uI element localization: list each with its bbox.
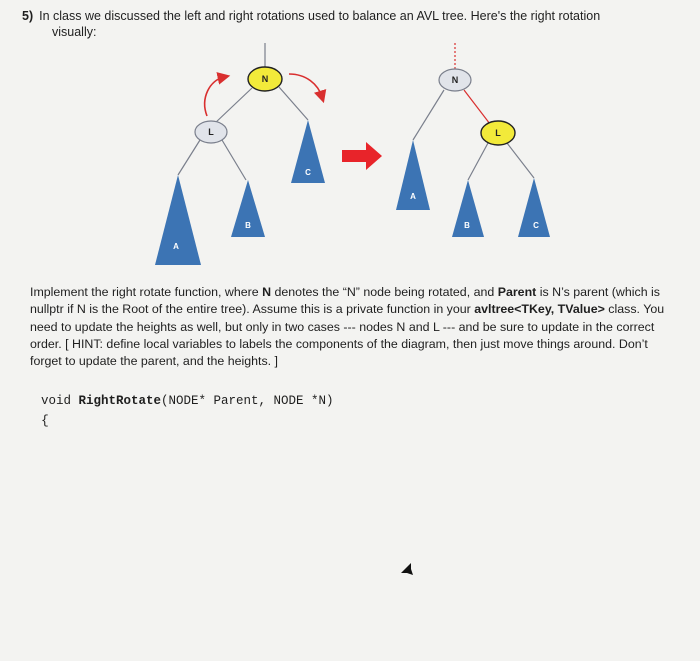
- code-signature: [41, 393, 334, 410]
- before-subtree-a-label: A: [173, 242, 179, 251]
- before-edge-l-b: [222, 140, 246, 180]
- before-edge-n-c: [279, 87, 308, 120]
- para-bold-class: avltree<TKey, TValue>: [474, 302, 605, 317]
- question-line-2: visually:: [52, 25, 97, 39]
- after-subtree-b-label: B: [464, 221, 470, 230]
- instructions-paragraph: [30, 284, 680, 370]
- before-edge-l-a: [178, 140, 200, 175]
- after-node-l-label: N: [451, 75, 459, 85]
- after-edge-l-n: [464, 90, 490, 124]
- before-subtree-b-label: B: [245, 221, 251, 230]
- transform-arrow: [342, 142, 382, 170]
- before-subtree-a: [155, 175, 201, 265]
- para-bold-parent: Parent: [497, 285, 537, 299]
- before-node-l-label: L: [208, 127, 214, 137]
- after-node-n-label: L: [495, 128, 501, 138]
- after-tree: [396, 43, 550, 237]
- after-edge-l-a: [413, 90, 444, 140]
- before-tree: [155, 43, 325, 265]
- before-subtree-c-label: C: [305, 168, 311, 177]
- before-curve-arrow-right: [289, 74, 322, 97]
- para-text-2: denotes the “N” node being rotated, and: [271, 285, 498, 299]
- after-subtree-a-label: A: [410, 192, 416, 201]
- after-edge-n-c: [507, 143, 534, 178]
- code-open-brace: {: [41, 413, 49, 428]
- para-text-4: class. You need to update the heights as well, but only in two cases --- nodes N and L --- and be sure to update in the correct order. [ HINT: define local variables to labels the components of the diagram, then just move things around. Don’t forget to update the parent, and the heights. ]: [30, 302, 665, 369]
- code-args: (NODE* Parent, NODE *N): [161, 394, 334, 408]
- para-text-1: Implement the right rotate function, where: [30, 285, 263, 299]
- mouse-cursor-icon: [399, 561, 415, 577]
- before-edge-n-l: [214, 88, 252, 124]
- para-bold-n: N: [262, 285, 272, 299]
- question-number: 5): [22, 9, 34, 23]
- question-text: In class we discussed the left and right rotations used to balance an AVL tree. Here's the right rotation: [39, 9, 601, 23]
- after-subtree-c-label: C: [533, 221, 539, 230]
- code-keyword: void: [41, 394, 79, 408]
- before-node-n-label: N: [261, 74, 269, 84]
- code-function-name: RightRotate: [78, 394, 162, 408]
- after-edge-n-b: [468, 143, 488, 180]
- before-curve-arrow-left: [205, 77, 224, 116]
- para-text-3: is N’s parent (which is nullptr if N is the Root of the entire tree). Assume this is a private function in your: [30, 285, 660, 317]
- rotation-diagram: [0, 0, 700, 280]
